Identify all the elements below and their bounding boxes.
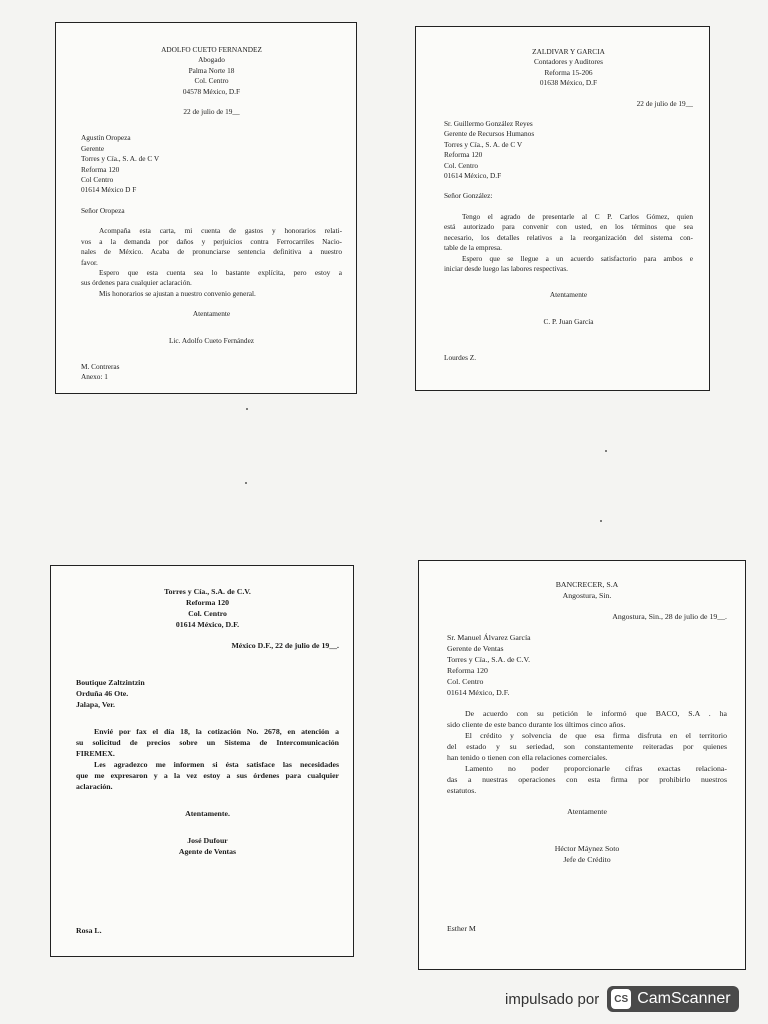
body-line: Les agradezco me informen si ésta satisface las necesidades [94, 760, 339, 769]
recipient-line: Reforma 120 [447, 666, 488, 675]
letter-date: Angostura, Sin., 28 de julio de 19__. [612, 612, 727, 621]
recipient-line: Reforma 120 [81, 164, 120, 174]
body-line: aclaración. [76, 782, 113, 791]
letterhead [81, 45, 342, 97]
recipient-block [444, 119, 693, 181]
body-line: necesario, los detalles relativos a la reorganización del sistema con- [444, 232, 693, 242]
letterhead-line: ZALDIVAR Y GARCIA [532, 47, 605, 56]
letter-date: 22 de julio de 19__ [183, 107, 240, 117]
body-line: Espero que se llegue a un acuerdo satisfactorio para ambos e [462, 253, 693, 263]
recipient-line: Torres y Cía., S. A. de C V [444, 139, 523, 149]
body-line: nales de México. Acaba de pronunciarse sentencia definitiva a nuestro [81, 247, 342, 257]
closing: Atentamente [192, 309, 231, 319]
letterhead-line: Angostura, Sin. [562, 591, 612, 600]
body-line: han tenido o tienen con ella relaciones comerciales. [447, 753, 608, 762]
body-line: table de la empresa. [444, 243, 502, 253]
letter-zaldivar-garcia [415, 26, 710, 391]
recipient-line: Torres y Cía., S. A. de C V [81, 154, 160, 164]
recipient-line: Col Centro [81, 175, 114, 185]
recipient-line: Col. Centro [444, 160, 479, 170]
signature: José Dufour [187, 836, 228, 845]
letter-bancrecer [418, 560, 746, 970]
recipient-line: Gerente [81, 143, 105, 153]
signature: Lic. Adolfo Cueto Fernández [168, 335, 255, 345]
scan-speck [245, 482, 247, 484]
letterhead-line: 01638 México, D.F [539, 78, 598, 88]
recipient-line: Sr. Manuel Álvarez García [447, 633, 531, 642]
body-paragraph [444, 212, 693, 254]
letterhead-line: Col. Centro [194, 76, 229, 86]
recipient-line: Boutique Zaltzintzin [76, 678, 145, 687]
letterhead-line: Abogado [198, 55, 225, 65]
recipient-line: 01614 México D F [81, 185, 137, 195]
letter-date: México D.F., 22 de julio de 19__. [231, 641, 339, 650]
recipient-block [76, 677, 339, 710]
letterhead-line: Torres y Cía., S.A. de C.V. [164, 587, 251, 596]
camscanner-logo [607, 986, 738, 1012]
letterhead-line: Reforma 15-206 [544, 67, 593, 77]
footer-initials [81, 362, 342, 383]
body-line: está autorizado para convenir con usted, en los términos que sea [444, 222, 693, 232]
letterhead-line: BANCRECER, S.A [555, 580, 619, 589]
closing: Atentamente. [185, 809, 230, 818]
body-line: De acuerdo con su petición le informó que BACO, S.A . ha [465, 709, 727, 718]
body-line: vos a la demanda por daños y perjuicios contra Ferrocarriles Nacio- [81, 236, 342, 246]
camscanner-watermark [505, 984, 739, 1014]
recipient-line: Agustín Oropeza [81, 133, 131, 143]
body-line: iniciar desde luego las labores respectivas. [444, 263, 569, 273]
letterhead-line: Contadores y Auditores [534, 57, 603, 67]
recipient-line: Orduña 46 Ote. [76, 689, 129, 698]
body-paragraph [76, 726, 339, 759]
footer-line: M. Contreras [81, 361, 120, 371]
letterhead [444, 47, 693, 89]
body-line: Lamento no poder proporcionarle cifras exactas relaciona- [465, 764, 727, 773]
recipient-line: Col. Centro [447, 677, 484, 686]
recipient-line: Reforma 120 [444, 150, 483, 160]
body-line: Envié por fax el día 18, la cotización No. 2678, en atención a [94, 727, 339, 736]
signature: C. P. Juan García [543, 316, 594, 326]
scan-speck [246, 408, 248, 410]
letter-cueto-fernandez [55, 22, 357, 394]
camscanner-icon: CS [611, 989, 631, 1009]
body-paragraph [444, 254, 693, 275]
body-line: El crédito y solvencia de que esa firma disfruta en el territorio [465, 731, 727, 740]
recipient-line: Gerente de Ventas [447, 644, 504, 653]
closing: Atentamente [567, 807, 607, 816]
salutation: Señor Oropeza [81, 205, 125, 215]
body-paragraph [447, 730, 727, 763]
letterhead-line: 04578 México, D.F [182, 86, 241, 96]
body-line: FIREMEX. [76, 749, 115, 758]
body-line: sido cliente de este banco durante los últimos cinco años. [447, 720, 626, 729]
letterhead-line: ADOLFO CUETO FERNANDEZ [161, 45, 262, 54]
letterhead-line: Palma Norte 18 [188, 65, 235, 75]
signature-title: Jefe de Crédito [563, 855, 611, 864]
recipient-line: Sr. Guillermo González Reyes [444, 119, 533, 129]
letterhead-line: Col. Centro [188, 609, 227, 618]
body-line: Espero que esta cuenta sea lo bastante explícita, pero estoy a [99, 267, 342, 277]
body-line: favor. [81, 257, 98, 267]
recipient-line: Gerente de Recursos Humanos [444, 129, 535, 139]
footer-line: Lourdes Z. [444, 353, 477, 363]
body-line: estatutos. [447, 786, 477, 795]
body-line: Mis honorarios se ajustan a nuestro convenio general. [99, 288, 256, 298]
body-line: Tengo el agrado de presentarle al C P. Carlos Gómez, quien [462, 211, 693, 221]
letter-date: 22 de julio de 19__ [636, 98, 693, 108]
footer-line: Esther M [447, 924, 476, 933]
letterhead [76, 586, 339, 630]
watermark-text: impulsado por [505, 990, 600, 1008]
body-line: sus órdenes para cualquier aclaración. [81, 278, 192, 288]
closing: Atentamente [549, 290, 588, 300]
recipient-line: 01614 México, D.F [444, 171, 502, 181]
body-line: del estado y su seriedad, son constantemente reiteradas por quienes [447, 742, 727, 751]
footer-line: Rosa L. [76, 926, 102, 935]
letterhead-line: Reforma 120 [185, 598, 230, 607]
body-line: que me expresaron y a la vez estoy a sus órdenes para cualquier [76, 771, 339, 780]
recipient-block [447, 632, 727, 698]
signature-title: Agente de Ventas [178, 847, 237, 856]
recipient-line: Torres y Cía., S.A. de C.V. [447, 655, 531, 664]
body-paragraph [447, 763, 727, 796]
signature: Héctor Máynez Soto [554, 844, 620, 853]
body-paragraph [81, 289, 342, 299]
body-paragraph [76, 759, 339, 792]
recipient-line: Jalapa, Ver. [76, 700, 115, 709]
footer-line: Anexo: 1 [81, 372, 108, 382]
body-paragraph [81, 268, 342, 289]
body-line: Acompaña esta carta, mi cuenta de gastos y honorarios relati- [99, 226, 342, 236]
letter-torres-cia [50, 565, 354, 957]
salutation: Señor González: [444, 191, 493, 201]
body-paragraph [81, 226, 342, 268]
body-line: su solicitud de precios sobre un Sistema de Intercomunicación [76, 738, 339, 747]
scan-speck [600, 520, 602, 522]
letterhead [447, 579, 727, 601]
scan-speck [605, 450, 607, 452]
letterhead-line: 01614 México, D.F. [175, 620, 240, 629]
recipient-line: 01614 México, D.F. [447, 688, 510, 697]
body-line: das a nuestras operaciones con esta firma por prohibirlo nuestros [447, 775, 727, 784]
camscanner-brand: CamScanner [637, 990, 731, 1007]
body-paragraph [447, 708, 727, 730]
recipient-block [81, 133, 342, 195]
